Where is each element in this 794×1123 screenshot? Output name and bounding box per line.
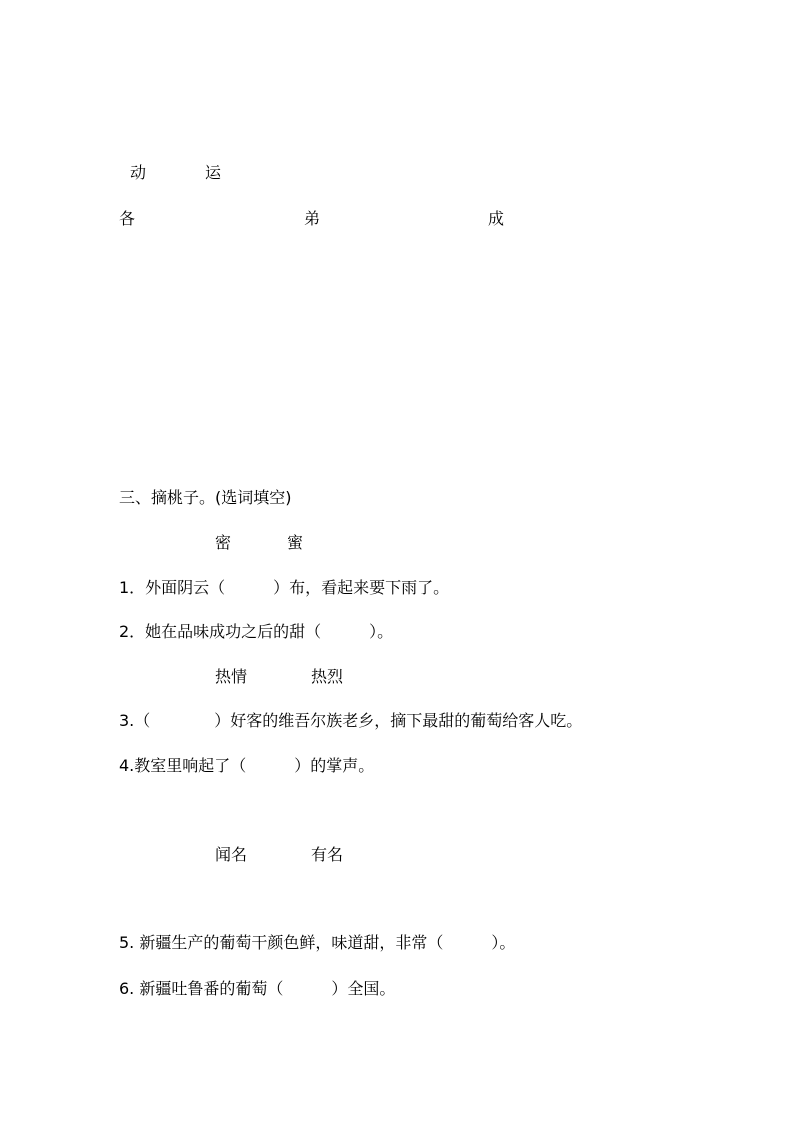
word-option-relie: 热烈 [311,667,344,686]
question-4: 4.教室里响起了（ ）的掌声。 [119,756,375,775]
question-1: 1．外面阴云（ ）布，看起来要下雨了。 [119,578,450,597]
character-di: 弟 [304,209,321,228]
character-yun: 运 [205,163,222,182]
section-three-heading: 三、摘桃子。(选词填空) [119,488,292,507]
question-3: 3.（ ）好客的维吾尔族老乡，摘下最甜的葡萄给客人吃。 [119,711,583,730]
word-option-wenming: 闻名 [215,845,248,864]
character-ge: 各 [119,209,136,228]
word-option-mi: 密 [215,533,232,552]
question-6: 6. 新疆吐鲁番的葡萄（ ）全国。 [119,979,396,998]
word-option-mi-honey: 蜜 [287,533,304,552]
character-cheng: 成 [488,209,505,228]
character-dong: 动 [130,163,147,182]
word-option-reqing: 热情 [215,667,248,686]
word-option-youming: 有名 [311,845,344,864]
question-5: 5. 新疆生产的葡萄干颜色鲜，味道甜，非常（ ）。 [119,933,516,952]
question-2: 2．她在品味成功之后的甜（ ）。 [119,622,394,641]
